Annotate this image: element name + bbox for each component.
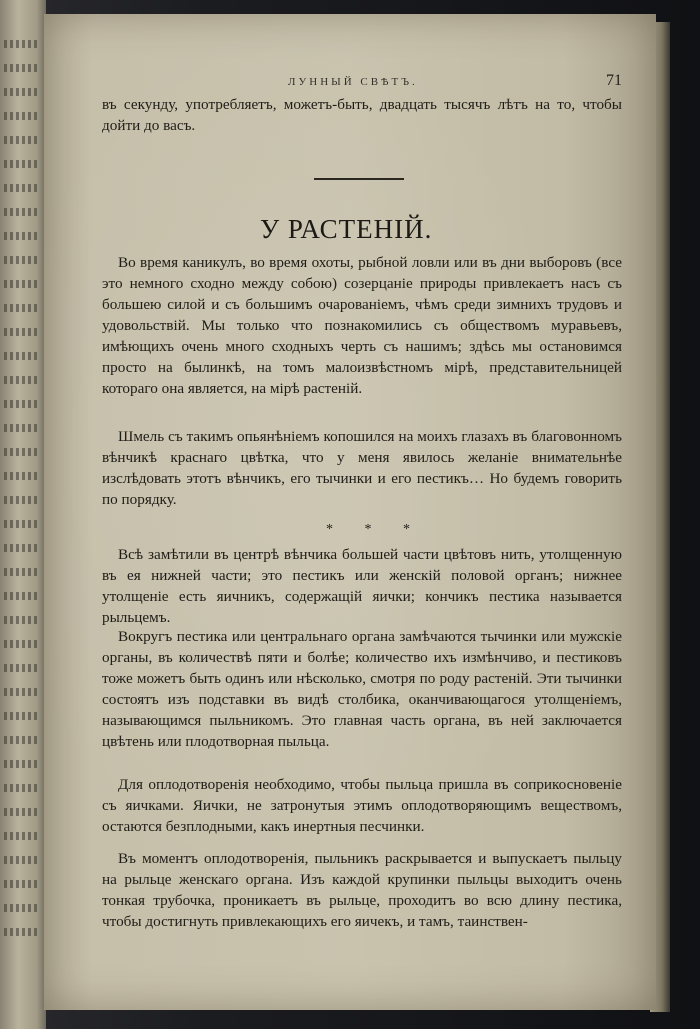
- left-page-text-fragments: [0, 40, 46, 952]
- section-divider: [314, 178, 404, 180]
- paragraph-4: Вокругъ пестика или центральнаго органа замѣчаются тычинки или мужскіе органы, въ количествѣ пяти и болѣе; количество ихъ измѣнчиво, и пестиковъ тоже можетъ быть одинъ или нѣсколько, смотря по роду растеній. Эти тычинки состоятъ изъ подставки въ видѣ столбика, оканчивающагося утолщеніемъ, называющимся пыльникомъ. Это главная часть органа, въ ней заключается цвѣтень или плодотворная пыльца.: [102, 628, 622, 750]
- book-page: [44, 14, 656, 1010]
- section-title: У РАСТЕНІЙ.: [260, 214, 433, 244]
- left-page-edge: [0, 0, 46, 1029]
- paragraph-3: Всѣ замѣтили въ центрѣ вѣнчика большей части цвѣтовъ нить, утолщенную въ ея нижней части; это пестикъ или женскій половой органъ; нижнее утолщеніе есть яичникъ, содержащій яички; кончикъ пестика называется рыльцемъ.: [102, 546, 622, 626]
- running-head: ЛУННЫЙ СВѢТЪ.: [288, 76, 418, 88]
- paragraph-2: Шмель съ такимъ опьянѣніемъ копошился на моихъ глазахъ въ благовонномъ вѣнчикѣ краснаго цвѣтка, что у меня явилось желаніе внимательнѣе изслѣдовать этотъ вѣнчикъ, его тычинки и его пестикъ… Но будемъ говорить по порядку.: [102, 428, 622, 508]
- paragraph-1: Во время каникулъ, во время охоты, рыбной ловли или въ дни выборовъ (все это немного сходно между собою) созерцаніе природы привлекаетъ насъ съ большею силой и съ большимъ очарованіемъ, чѣмъ среди зимнихъ трудовъ и удовольствій. Мы только что познакомились съ обществомъ муравьевъ, имѣющихъ очень много сходныхъ черть съ нашимъ; здѣсь мы остановимся просто на былинкѣ, на томъ малоизвѣстномъ мірѣ, представительницей котораго она является, на мірѣ растеній.: [102, 254, 622, 397]
- opening-paragraph: въ секунду, употребляетъ, можетъ-быть, двадцать тысячъ лѣтъ на то, чтобы дойти до васъ.: [102, 96, 622, 134]
- paragraph-5: Для оплодотворенія необходимо, чтобы пыльца пришла въ соприкосновеніе съ яичками. Яички, не затронутыя этимъ оплодотворяющимъ веществомъ, остаются безплодными, какъ инертныя песчинки.: [102, 776, 622, 835]
- asterism: * * *: [326, 522, 424, 537]
- page-number: 71: [606, 72, 622, 89]
- paragraph-6: Въ моментъ оплодотворенія, пыльникъ раскрывается и выпускаетъ пыльцу на рыльце женскаго органа. Изъ каждой крупинки пыльцы выходитъ очень тонкая трубочка, проникаетъ въ рыльце, проходитъ во всю длину пестика, чтобы достигнуть привлекающихъ его яичекъ, и тамъ, таинствен-: [102, 850, 622, 930]
